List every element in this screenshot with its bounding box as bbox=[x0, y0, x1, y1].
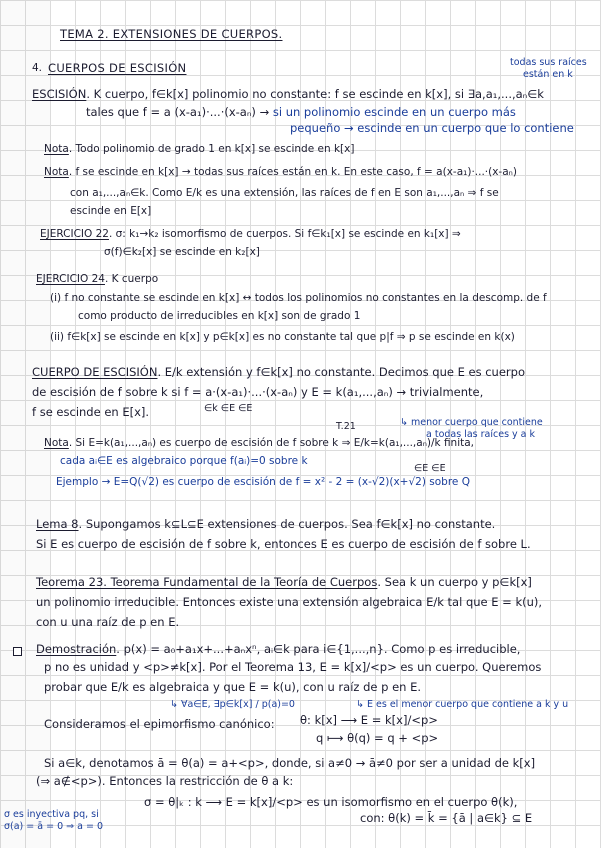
escision-line2a: tales que f = a (x-a₁)·...·(x-aₙ) → bbox=[86, 105, 270, 119]
section-heading: CUERPOS DE ESCISIÓN bbox=[48, 61, 187, 75]
demo-line5a: Consideramos el epimorfismo canónico: bbox=[44, 717, 275, 731]
teorema23-label: Teorema 23. Teorema Fundamental de la Teoría de Cuerpos bbox=[36, 575, 378, 589]
ej24-item2: (ii) f∈k[x] se escinde en k[x] y p∈k[x] es no constante tal que p|f ⇒ p se escinde en k(x) bbox=[50, 331, 515, 343]
demo-annot-algebraica: ↳ ∀a∈E, ∃p∈k[x] / p(a)=0 bbox=[170, 699, 295, 710]
cuerpo-escision-line3: f se escinde en E[x]. bbox=[32, 405, 150, 419]
demo-line2: p no es unidad y <p>≠k[x]. Por el Teorema 13, E = k[x]/<p> es un cuerpo. Queremos bbox=[44, 660, 542, 674]
t21-label: T.21 bbox=[336, 421, 356, 432]
teorema23-line2: un polinomio irreducible. Entonces existe una extensión algebraica E/k tal que E = k(u), bbox=[36, 595, 543, 609]
demo-line7: Si a∈k, denotamos ā = θ(a) = a+<p>, donde, si a≠0 → ā≠0 por ser a unidad de k[x] bbox=[44, 756, 536, 770]
demo-side-note-1: σ es inyectiva pq, si bbox=[4, 809, 99, 820]
lema8-label: Lema 8 bbox=[36, 517, 79, 531]
escision-line1: . K cuerpo, f∈k[x] polinomio no constante: f se escinde en k[x], si ∃a,a₁,...,aₙ∈k bbox=[86, 87, 544, 101]
section-number: 4. bbox=[32, 62, 43, 74]
cuerpo-escision-line2: de escisión de f sobre k si f = a·(x-a₁)·...·(x-aₙ) y E = k(a₁,...,aₙ) → trivialmente, bbox=[32, 385, 484, 399]
nota3-line2: cada aᵢ∈E es algebraico porque f(aᵢ)=0 sobre k bbox=[60, 455, 308, 467]
demo-checkbox[interactable] bbox=[13, 647, 22, 656]
ej22-line1: . σ: k₁→k₂ isomorfismo de cuerpos. Si f∈k₁[x] se escinde en k₁[x] ⇒ bbox=[108, 228, 461, 240]
teorema23-line3: con u una raíz de p en E. bbox=[36, 615, 180, 629]
cuerpo-escision-sub: ∈k ∈E ∈E bbox=[204, 403, 253, 414]
escision-line3: pequeño → escinde en un cuerpo que lo contiene bbox=[290, 121, 574, 135]
page-margin bbox=[0, 0, 50, 848]
demo-line1: . p(x) = a₀+a₁x+...+aₙxⁿ, aᵢ∈k para i∈{1,...,n}. Como p es irreducible, bbox=[116, 642, 521, 656]
annotation-menor-cuerpo: ↳ menor cuerpo que contiene bbox=[400, 417, 543, 428]
nota2-line2: con a₁,...,aₙ∈k. Como E/k es una extensión, las raíces de f en E son a₁,...,aₙ ⇒ f se bbox=[70, 187, 499, 199]
demo-theta-map: q ⟼ θ(q) = q + <p> bbox=[316, 731, 439, 745]
ej24-item1b: como producto de irreducibles en k[x] son de grado 1 bbox=[78, 310, 361, 322]
page-title: TEMA 2. EXTENSIONES DE CUERPOS. bbox=[60, 27, 283, 41]
demo-line10: con: θ(k) = k̄ = {ā | a∈k} ⊆ E bbox=[360, 811, 533, 825]
demo-label: Demostración bbox=[36, 642, 117, 656]
cuerpo-escision-label: CUERPO DE ESCISIÓN bbox=[32, 365, 158, 379]
demo-line8: (⇒ a∉<p>). Entonces la restricción de θ a k: bbox=[36, 774, 294, 788]
nota2-line1: . f se escinde en k[x] → todas sus raíces están en k. En este caso, f = a(x-a₁)·...·(x-aₙ) bbox=[68, 166, 517, 178]
ej24-item1: (i) f no constante se escinde en k[x] ↔ todos los polinomios no constantes en la descomp. de f bbox=[50, 292, 547, 304]
lema8-line1: . Supongamos k⊆L⊆E extensiones de cuerpos. Sea f∈k[x] no constante. bbox=[78, 517, 496, 531]
demo-line3: probar que E/k es algebraica y que E = k(u), con u raíz de p en E. bbox=[44, 680, 422, 694]
nota1-label: Nota bbox=[44, 143, 69, 155]
margin-note-1: todas sus raíces bbox=[510, 57, 587, 68]
ej24-label: EJERCICIO 24 bbox=[36, 273, 105, 285]
demo-theta-def: θ: k[x] ⟶ E = k[x]/<p> bbox=[300, 713, 438, 727]
nota3-text: . Si E=k(a₁,...,aₙ) es cuerpo de escisión de f sobre k ⇒ E/k=k(a₁,...,aₙ)/k finita, bbox=[68, 437, 475, 449]
nota1-text: . Todo polinomio de grado 1 en k[x] se escinde en k[x] bbox=[68, 143, 355, 155]
margin-note-2: están en k bbox=[523, 69, 573, 80]
ej22-line2: σ(f)∈k₂[x] se escinde en k₂[x] bbox=[104, 246, 260, 258]
teorema23-line1: . Sea k un cuerpo y p∈k[x] bbox=[377, 575, 532, 589]
annotation-raices: a todas las raíces y a k bbox=[426, 429, 536, 440]
nota2-label: Nota bbox=[44, 166, 69, 178]
demo-line9: σ = θ|ₖ : k ⟶ E = k[x]/<p> es un isomorfismo en el cuerpo θ(k), bbox=[144, 795, 518, 809]
ejemplo-superscript: ∈E ∈E bbox=[414, 463, 446, 474]
lema8-line2: Si E es cuerpo de escisión de f sobre k, entonces E es cuerpo de escisión de f sobre L. bbox=[36, 537, 531, 551]
ej24-intro: . K cuerpo bbox=[104, 273, 159, 285]
ej22-label: EJERCICIO 22 bbox=[40, 228, 109, 240]
demo-annot-menor: ↳ E es el menor cuerpo que contiene a k y u bbox=[356, 699, 569, 710]
demo-side-note-2: σ(a) = ā = 0 ⇒ a = 0 bbox=[4, 821, 103, 832]
nota3-label: Nota bbox=[44, 437, 69, 449]
nota2-line3: escinde en E[x] bbox=[70, 205, 152, 217]
escision-line2b: si un polinomio escinde en un cuerpo más bbox=[272, 105, 516, 119]
escision-label: ESCISIÓN bbox=[32, 87, 87, 101]
cuerpo-escision-line1: . E/k extensión y f∈k[x] no constante. Decimos que E es cuerpo bbox=[157, 365, 525, 379]
ejemplo-text: Ejemplo → E=Q(√2) es cuerpo de escisión de f = x² - 2 = (x-√2)(x+√2) sobre Q bbox=[56, 476, 470, 488]
